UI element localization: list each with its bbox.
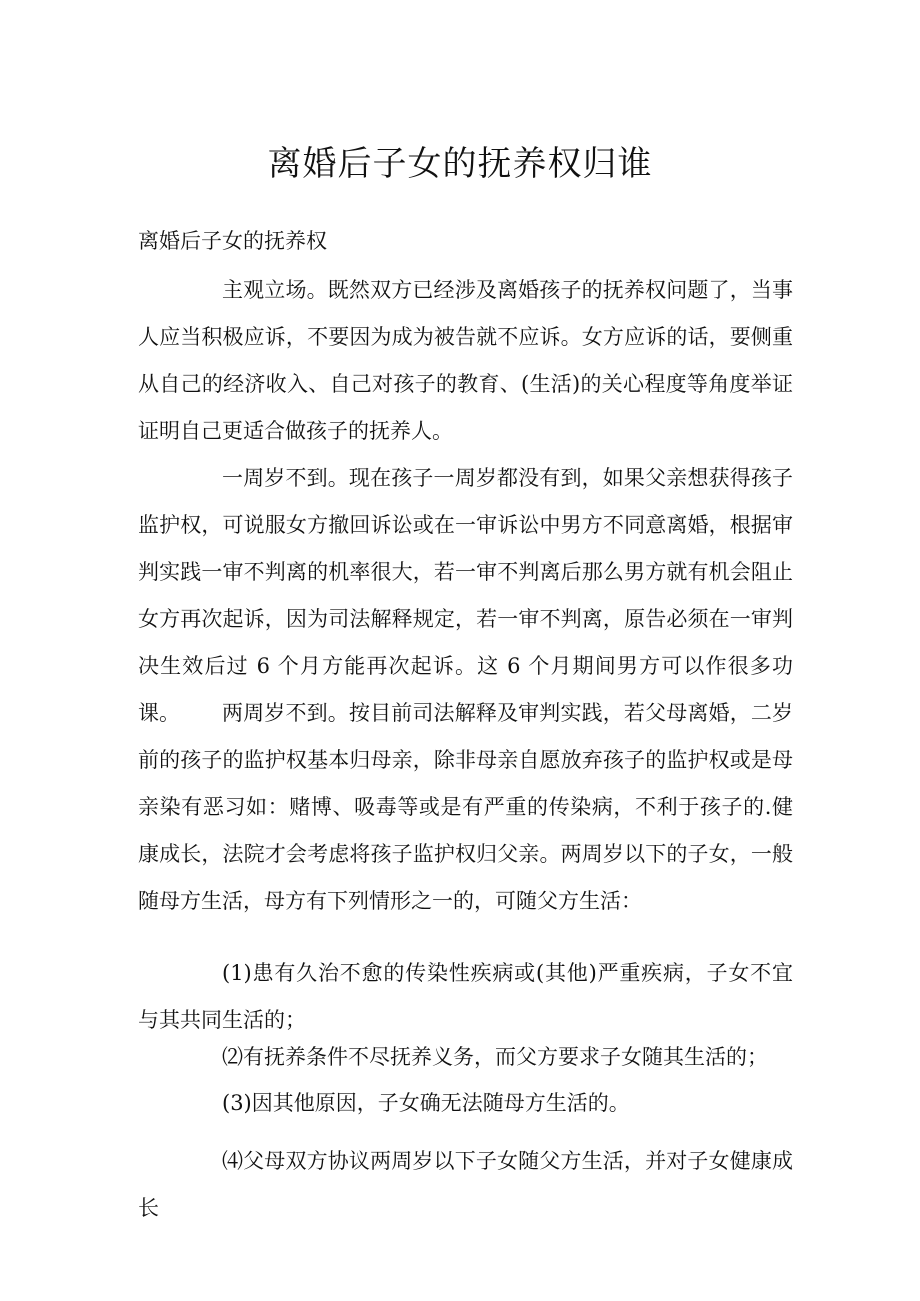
list-item-4: ⑷父母双方协议两周岁以下子女随父方生活，并对子女健康成长 [138, 1149, 793, 1220]
list-item-2: ⑵有抚养条件不尽抚养义务，而父方要求子女随其生活的； [222, 1045, 768, 1069]
list-item-3: (3)因其他原因，子女确无法随母方生活的。 [222, 1091, 630, 1115]
paragraph-subjective-stance: 主观立场。既然双方已经涉及离婚孩子的抚养权问题了，当事人应当积极应诉，不要因为成为被告就不应诉。女方应诉的话，要侧重从自己的经济收入、自己对孩子的教育、(生活)的关心程度等角度举证证明自己更适合做孩子的抚养人。 [138, 278, 793, 443]
section-heading: 离婚后子女的抚养权 [138, 229, 327, 253]
paragraph-under-two-years: 两周岁不到。按目前司法解释及审判实践，若父母离婚，二岁前的孩子的监护权基本归母亲，除非母亲自愿放弃孩子的监护权或是母亲染有恶习如：赌博、吸毒等或是有严重的传染病，不利于孩子的.健康成长，法院才会考虑将孩子监护权归父亲。两周岁以下的子女，一般随母方生活，母方有下列情形之一的，可随父方生活： [138, 701, 793, 913]
list-item-1: (1)患有久治不愈的传染性疾病或(其他)严重疾病，子女不宜与其共同生活的； [138, 961, 793, 1032]
document-title: 离婚后子女的抚养权归谁 [267, 144, 653, 184]
paragraph-under-one-year: 一周岁不到。现在孩子一周岁都没有到，如果父亲想获得孩子监护权，可说服女方撤回诉讼或在一审诉讼中男方不同意离婚，根据审判实践一审不判离的机率很大，若一审不判离后那么男方就有机会阻止女方再次起诉，因为司法解释规定，若一审不判离，原告必须在一审判决生效后过 6 个月方能再次起诉。这 6 个月期间男方可以作很多功课。 [138, 466, 793, 725]
